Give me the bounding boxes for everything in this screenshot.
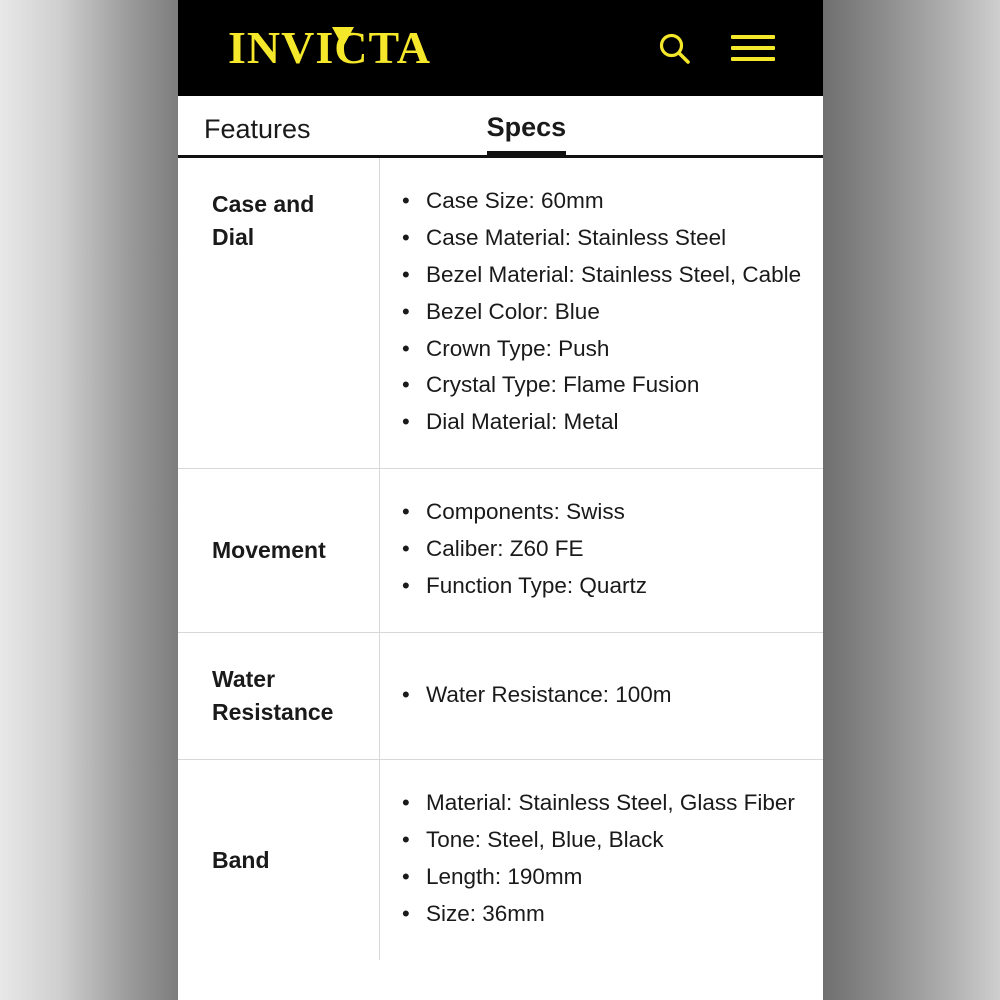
spec-item: • Dial Material: Metal bbox=[398, 405, 805, 440]
spec-row-band bbox=[178, 760, 823, 960]
mobile-browser-viewport bbox=[178, 0, 823, 1000]
spec-item: • Bezel Material: Stainless Steel, Cable bbox=[398, 258, 805, 293]
spec-values bbox=[380, 158, 823, 468]
spec-item: • Caliber: Z60 FE bbox=[398, 532, 805, 567]
spec-values bbox=[380, 469, 823, 632]
menu-bar-3 bbox=[731, 57, 775, 61]
spec-item: • Components: Swiss bbox=[398, 495, 805, 530]
spec-label: Movement bbox=[178, 469, 380, 632]
search-icon[interactable] bbox=[657, 31, 691, 65]
menu-bar-2 bbox=[731, 46, 775, 50]
spec-values bbox=[380, 633, 823, 760]
specs-table bbox=[178, 158, 823, 960]
hamburger-menu-icon[interactable] bbox=[731, 35, 775, 61]
tab-specs[interactable]: Specs bbox=[487, 113, 567, 155]
spec-values bbox=[380, 760, 823, 960]
tab-features[interactable]: Features bbox=[204, 114, 311, 145]
spec-item: • Material: Stainless Steel, Glass Fiber bbox=[398, 786, 805, 821]
spec-item: • Case Material: Stainless Steel bbox=[398, 221, 805, 256]
spec-row-movement bbox=[178, 469, 823, 633]
tab-bar bbox=[178, 96, 823, 158]
site-header bbox=[178, 0, 823, 96]
spec-item: • Crown Type: Push bbox=[398, 332, 805, 367]
menu-bar-1 bbox=[731, 35, 775, 39]
spec-item: • Water Resistance: 100m bbox=[398, 678, 805, 713]
spec-item: • Case Size: 60mm bbox=[398, 184, 805, 219]
header-actions bbox=[657, 31, 795, 65]
spec-label: Case and Dial bbox=[178, 158, 380, 468]
spec-item: • Tone: Steel, Blue, Black bbox=[398, 823, 805, 858]
spec-item: • Function Type: Quartz bbox=[398, 569, 805, 604]
spec-label: Band bbox=[178, 760, 380, 960]
desktop-background-right bbox=[823, 0, 1000, 1000]
spec-item: • Crystal Type: Flame Fusion bbox=[398, 368, 805, 403]
spec-item: • Length: 190mm bbox=[398, 860, 805, 895]
spec-label: Water Resistance bbox=[178, 633, 380, 760]
spec-item: • Bezel Color: Blue bbox=[398, 295, 805, 330]
brand-logo[interactable] bbox=[228, 22, 431, 73]
spec-row-water-resistance bbox=[178, 633, 823, 761]
brand-accent-triangle-icon bbox=[332, 27, 354, 47]
brand-logo-text: INVICTA bbox=[228, 22, 431, 73]
spec-item: • Size: 36mm bbox=[398, 897, 805, 932]
spec-row-case-and-dial bbox=[178, 158, 823, 469]
